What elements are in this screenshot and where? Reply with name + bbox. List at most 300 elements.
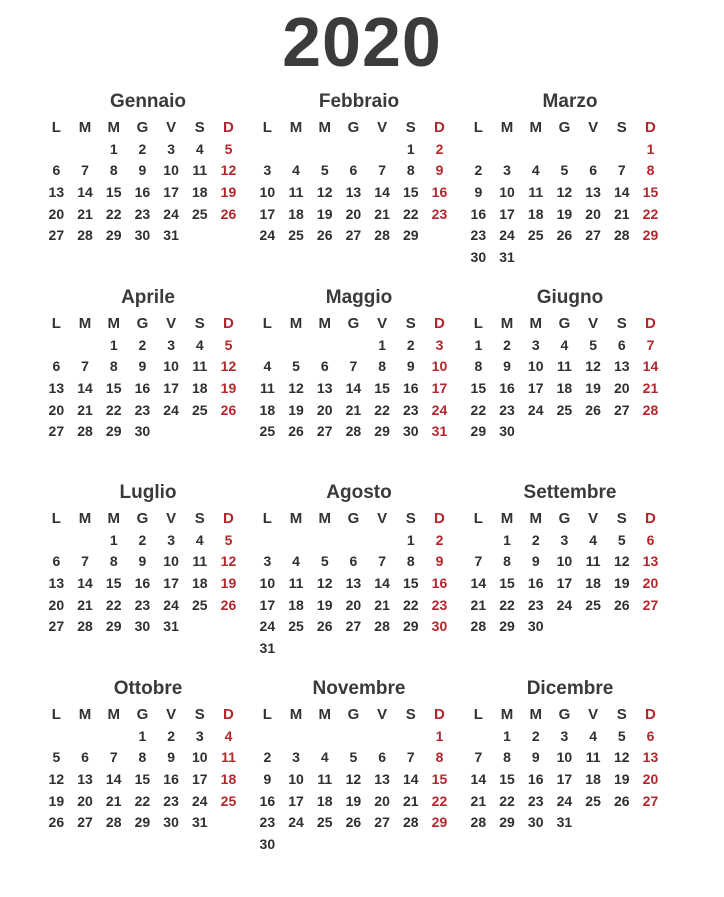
day-cell: 11: [557, 358, 572, 375]
month-ottobre: [42, 677, 262, 834]
day-cell: 25: [527, 227, 544, 244]
day-cell: 14: [402, 771, 419, 788]
month-name: Novembre: [312, 678, 406, 699]
day-cell: 2: [263, 749, 272, 766]
weekday-header: S: [616, 315, 627, 332]
day-cell: 3: [195, 727, 204, 744]
day-cell: 19: [48, 792, 65, 809]
weekday-header: D: [645, 315, 656, 332]
empty-cell: [339, 335, 368, 357]
day-cell: 25: [556, 401, 573, 418]
day-cell: 3: [167, 140, 175, 157]
month-luglio: [42, 481, 262, 638]
weekday-header: D: [223, 119, 234, 136]
day-cell: 21: [77, 401, 93, 418]
sunday-cell: 17: [431, 380, 448, 397]
day-cell: 10: [191, 749, 208, 766]
day-cell: 21: [77, 596, 93, 613]
empty-cell: [368, 726, 397, 748]
day-cell: 10: [499, 184, 515, 201]
day-cell: 30: [527, 814, 544, 831]
day-cell: 14: [77, 575, 93, 592]
month-maggio: [253, 286, 473, 443]
weekday-header: M: [289, 119, 303, 136]
month-name: Luglio: [119, 482, 177, 503]
month-grid: [253, 508, 473, 660]
day-cell: 16: [527, 771, 544, 788]
day-cell: 23: [163, 792, 179, 809]
day-cell: 31: [163, 618, 179, 635]
month-grid: [42, 117, 262, 247]
day-cell: 17: [288, 792, 304, 809]
day-cell: 25: [259, 423, 276, 440]
day-cell: 18: [259, 401, 276, 418]
day-cell: 12: [613, 553, 630, 570]
day-cell: 25: [288, 227, 304, 244]
day-cell: 22: [470, 401, 487, 418]
day-cell: 24: [556, 792, 573, 809]
day-cell: 29: [105, 618, 122, 635]
sunday-cell: 13: [642, 749, 659, 766]
month-grid: [464, 313, 684, 443]
empty-cell: [521, 139, 550, 161]
day-cell: 15: [499, 771, 515, 788]
day-cell: 30: [134, 423, 151, 440]
day-cell: 3: [560, 531, 569, 548]
day-cell: 30: [163, 814, 179, 831]
day-cell: 8: [109, 553, 118, 570]
sunday-cell: 29: [431, 814, 448, 831]
day-cell: 17: [499, 205, 515, 222]
day-cell: 16: [499, 380, 515, 397]
day-cell: 19: [316, 596, 333, 613]
weekday-header: V: [588, 315, 599, 332]
day-cell: 29: [402, 227, 419, 244]
day-cell: 4: [263, 358, 272, 375]
sunday-cell: 3: [435, 336, 444, 353]
day-cell: 13: [585, 184, 601, 201]
day-cell: 24: [163, 401, 179, 418]
day-cell: 28: [77, 423, 93, 440]
empty-cell: [71, 530, 100, 552]
day-cell: 5: [320, 553, 329, 570]
weekday-header: M: [500, 706, 514, 723]
day-cell: 15: [499, 575, 515, 592]
empty-cell: [339, 726, 368, 748]
day-cell: 21: [402, 792, 419, 809]
weekday-header: V: [377, 315, 388, 332]
day-cell: 21: [345, 401, 362, 418]
day-cell: 15: [402, 184, 419, 201]
weekday-header: G: [558, 315, 571, 332]
sunday-cell: 15: [431, 771, 448, 788]
day-cell: 20: [585, 205, 601, 222]
day-cell: 1: [503, 531, 511, 548]
day-cell: 20: [316, 401, 333, 418]
day-cell: 10: [259, 184, 276, 201]
day-cell: 26: [613, 596, 630, 613]
day-cell: 21: [374, 596, 390, 613]
day-cell: 23: [470, 227, 487, 244]
day-cell: 31: [191, 814, 208, 831]
day-cell: 6: [52, 553, 61, 570]
empty-cell: [99, 726, 128, 748]
day-cell: 6: [589, 162, 597, 179]
day-cell: 7: [81, 162, 89, 179]
sunday-cell: 5: [224, 531, 233, 548]
weekday-header: G: [558, 510, 571, 527]
day-cell: 10: [259, 575, 276, 592]
day-cell: 20: [345, 205, 362, 222]
weekday-header: M: [107, 510, 120, 527]
day-cell: 8: [503, 553, 511, 570]
day-cell: 24: [527, 401, 544, 418]
day-cell: 9: [167, 749, 175, 766]
day-cell: 2: [406, 336, 415, 353]
weekday-header: L: [51, 706, 61, 723]
day-cell: 29: [499, 618, 515, 635]
weekday-header: G: [558, 706, 571, 723]
day-cell: 31: [556, 814, 573, 831]
sunday-cell: 11: [221, 749, 236, 766]
weekday-header: D: [434, 510, 445, 527]
weekday-header: M: [107, 315, 120, 332]
day-cell: 28: [470, 814, 487, 831]
day-cell: 12: [48, 771, 65, 788]
day-cell: 24: [163, 596, 179, 613]
day-cell: 10: [556, 749, 573, 766]
day-cell: 11: [528, 184, 544, 201]
day-cell: 18: [527, 205, 544, 222]
weekday-header: L: [262, 119, 272, 136]
day-cell: 5: [617, 531, 626, 548]
day-cell: 25: [316, 814, 333, 831]
day-cell: 19: [613, 575, 630, 592]
day-cell: 23: [134, 205, 151, 222]
sunday-cell: 31: [431, 423, 448, 440]
weekday-header: M: [78, 510, 92, 527]
weekday-header: S: [194, 510, 205, 527]
month-grid: [253, 313, 473, 443]
day-cell: 26: [345, 814, 362, 831]
day-cell: 11: [192, 162, 208, 179]
empty-cell: [493, 139, 522, 161]
sunday-cell: 19: [220, 575, 237, 592]
weekday-header: M: [318, 119, 331, 136]
weekday-header: S: [616, 119, 627, 136]
day-cell: 27: [48, 423, 65, 440]
day-cell: 21: [470, 596, 487, 613]
day-cell: 6: [378, 749, 386, 766]
day-cell: 11: [192, 553, 208, 570]
day-cell: 10: [163, 553, 179, 570]
day-cell: 1: [109, 531, 118, 548]
day-cell: 4: [292, 553, 300, 570]
day-cell: 17: [527, 380, 544, 397]
day-cell: 13: [48, 575, 65, 592]
month-settembre: [464, 481, 684, 638]
day-cell: 3: [531, 336, 540, 353]
empty-cell: [396, 726, 425, 748]
month-grid: [42, 704, 262, 834]
day-cell: 13: [48, 184, 65, 201]
day-cell: 30: [499, 423, 515, 440]
empty-cell: [464, 726, 493, 748]
day-cell: 9: [138, 553, 147, 570]
day-cell: 19: [613, 771, 630, 788]
day-cell: 28: [105, 814, 122, 831]
day-cell: 7: [81, 358, 89, 375]
day-cell: 8: [474, 358, 483, 375]
day-cell: 7: [378, 162, 386, 179]
day-cell: 3: [503, 162, 511, 179]
sunday-cell: 7: [646, 336, 655, 353]
empty-cell: [71, 335, 100, 357]
day-cell: 2: [531, 727, 540, 744]
day-cell: 14: [345, 380, 362, 397]
weekday-header: G: [347, 119, 360, 136]
month-name: Gennaio: [109, 91, 186, 112]
day-cell: 23: [499, 401, 515, 418]
day-cell: 10: [163, 162, 179, 179]
month-name: Settembre: [523, 482, 617, 503]
day-cell: 18: [288, 205, 304, 222]
day-cell: 18: [191, 380, 208, 397]
day-cell: 29: [374, 423, 390, 440]
day-cell: 18: [316, 792, 333, 809]
day-cell: 25: [585, 792, 601, 809]
weekday-header: G: [347, 706, 360, 723]
day-cell: 29: [105, 227, 122, 244]
day-cell: 5: [292, 358, 300, 375]
sunday-cell: 8: [435, 749, 444, 766]
day-cell: 3: [167, 336, 175, 353]
day-cell: 18: [191, 184, 208, 201]
sunday-cell: 26: [220, 205, 237, 222]
day-cell: 9: [503, 358, 511, 375]
day-cell: 14: [77, 184, 93, 201]
day-cell: 6: [81, 749, 89, 766]
day-cell: 12: [613, 749, 630, 766]
month-novembre: [253, 677, 473, 856]
weekday-header: S: [616, 706, 627, 723]
day-cell: 9: [406, 358, 415, 375]
day-cell: 14: [374, 575, 390, 592]
empty-cell: [310, 335, 339, 357]
day-cell: 8: [109, 162, 118, 179]
empty-cell: [42, 726, 71, 748]
empty-cell: [607, 139, 636, 161]
sunday-cell: 27: [642, 792, 659, 809]
day-cell: 13: [48, 380, 65, 397]
day-cell: 16: [134, 380, 151, 397]
day-cell: 22: [105, 596, 122, 613]
day-cell: 5: [320, 162, 329, 179]
sunday-cell: 12: [220, 553, 237, 570]
year-title: 2020: [282, 3, 442, 81]
day-cell: 26: [556, 227, 573, 244]
sunday-cell: 8: [646, 162, 655, 179]
sunday-cell: 20: [642, 771, 659, 788]
day-cell: 19: [345, 792, 362, 809]
sunday-cell: 6: [646, 531, 655, 548]
month-name: Maggio: [325, 287, 393, 308]
day-cell: 23: [527, 596, 544, 613]
month-marzo: [464, 90, 684, 269]
day-cell: 13: [316, 380, 333, 397]
month-grid: [464, 117, 684, 269]
weekday-header: M: [289, 315, 303, 332]
day-cell: 6: [617, 336, 626, 353]
sunday-cell: 23: [431, 205, 448, 222]
weekday-header: V: [166, 706, 177, 723]
day-cell: 8: [406, 553, 415, 570]
month-aprile: [42, 286, 262, 443]
day-cell: 14: [374, 184, 390, 201]
month-grid: [464, 508, 684, 638]
weekday-header: M: [529, 706, 542, 723]
day-cell: 20: [77, 792, 93, 809]
day-cell: 7: [474, 553, 483, 570]
day-cell: 14: [470, 575, 487, 592]
day-cell: 4: [195, 336, 204, 353]
day-cell: 20: [48, 596, 65, 613]
weekday-header: G: [136, 706, 149, 723]
day-cell: 8: [503, 749, 511, 766]
day-cell: 27: [48, 227, 65, 244]
day-cell: 1: [406, 140, 415, 157]
day-cell: 21: [374, 205, 390, 222]
weekday-header: M: [78, 315, 92, 332]
day-cell: 28: [470, 618, 487, 635]
day-cell: 13: [613, 358, 630, 375]
weekday-header: V: [588, 119, 599, 136]
day-cell: 28: [402, 814, 419, 831]
month-name: Marzo: [542, 91, 598, 112]
day-cell: 27: [613, 401, 630, 418]
day-cell: 5: [589, 336, 597, 353]
day-cell: 23: [134, 401, 151, 418]
sunday-cell: 23: [431, 596, 448, 613]
day-cell: 15: [374, 380, 390, 397]
weekday-header: V: [166, 510, 177, 527]
weekday-header: G: [558, 119, 571, 136]
day-cell: 13: [345, 575, 362, 592]
empty-cell: [368, 530, 397, 552]
day-cell: 17: [163, 184, 179, 201]
day-cell: 17: [556, 771, 573, 788]
weekday-header: V: [588, 706, 599, 723]
day-cell: 27: [374, 814, 390, 831]
day-cell: 17: [163, 575, 179, 592]
sunday-cell: 30: [431, 618, 448, 635]
day-cell: 2: [138, 140, 147, 157]
sunday-cell: 26: [220, 596, 237, 613]
day-cell: 16: [134, 184, 151, 201]
empty-cell: [71, 139, 100, 161]
day-cell: 26: [48, 814, 65, 831]
weekday-header: G: [136, 315, 149, 332]
day-cell: 17: [556, 575, 573, 592]
sunday-cell: 1: [646, 140, 655, 157]
weekday-header: M: [529, 119, 542, 136]
day-cell: 6: [320, 358, 329, 375]
day-cell: 16: [402, 380, 419, 397]
day-cell: 20: [345, 596, 362, 613]
day-cell: 23: [259, 814, 276, 831]
day-cell: 27: [316, 423, 333, 440]
day-cell: 30: [470, 249, 487, 266]
day-cell: 11: [192, 358, 208, 375]
day-cell: 1: [406, 531, 415, 548]
day-cell: 26: [585, 401, 601, 418]
day-cell: 28: [613, 227, 630, 244]
day-cell: 27: [48, 618, 65, 635]
day-cell: 27: [77, 814, 93, 831]
day-cell: 10: [527, 358, 544, 375]
empty-cell: [253, 139, 282, 161]
day-cell: 4: [320, 749, 329, 766]
day-cell: 16: [259, 792, 276, 809]
weekday-header: S: [405, 706, 416, 723]
weekday-header: M: [78, 706, 92, 723]
day-cell: 18: [288, 596, 304, 613]
sunday-cell: 12: [220, 162, 237, 179]
day-cell: 5: [52, 749, 61, 766]
day-cell: 2: [503, 336, 511, 353]
sunday-cell: 10: [431, 358, 448, 375]
empty-cell: [71, 726, 100, 748]
weekday-header: S: [194, 315, 205, 332]
month-febbraio: [253, 90, 473, 247]
sunday-cell: 12: [220, 358, 237, 375]
empty-cell: [339, 139, 368, 161]
day-cell: 7: [349, 358, 358, 375]
weekday-header: M: [289, 510, 303, 527]
day-cell: 1: [378, 336, 386, 353]
weekday-header: S: [405, 315, 416, 332]
day-cell: 10: [288, 771, 304, 788]
empty-cell: [42, 335, 71, 357]
day-cell: 9: [531, 553, 540, 570]
day-cell: 25: [191, 401, 208, 418]
day-cell: 13: [345, 184, 362, 201]
day-cell: 23: [134, 596, 151, 613]
month-name: Giugno: [536, 287, 604, 308]
day-cell: 27: [585, 227, 601, 244]
weekday-header: M: [107, 706, 120, 723]
day-cell: 16: [163, 771, 179, 788]
weekday-header: D: [645, 706, 656, 723]
day-cell: 12: [316, 575, 333, 592]
day-cell: 13: [77, 771, 93, 788]
day-cell: 2: [474, 162, 483, 179]
day-cell: 4: [560, 336, 569, 353]
day-cell: 7: [109, 749, 118, 766]
day-cell: 1: [474, 336, 483, 353]
day-cell: 24: [288, 814, 304, 831]
weekday-header: M: [529, 510, 542, 527]
empty-cell: [282, 530, 311, 552]
day-cell: 31: [259, 640, 276, 657]
sunday-cell: 28: [642, 401, 659, 418]
day-cell: 3: [263, 162, 272, 179]
month-name: Agosto: [326, 482, 392, 503]
day-cell: 9: [138, 162, 147, 179]
day-cell: 19: [288, 401, 304, 418]
day-cell: 4: [195, 531, 204, 548]
weekday-header: D: [434, 706, 445, 723]
